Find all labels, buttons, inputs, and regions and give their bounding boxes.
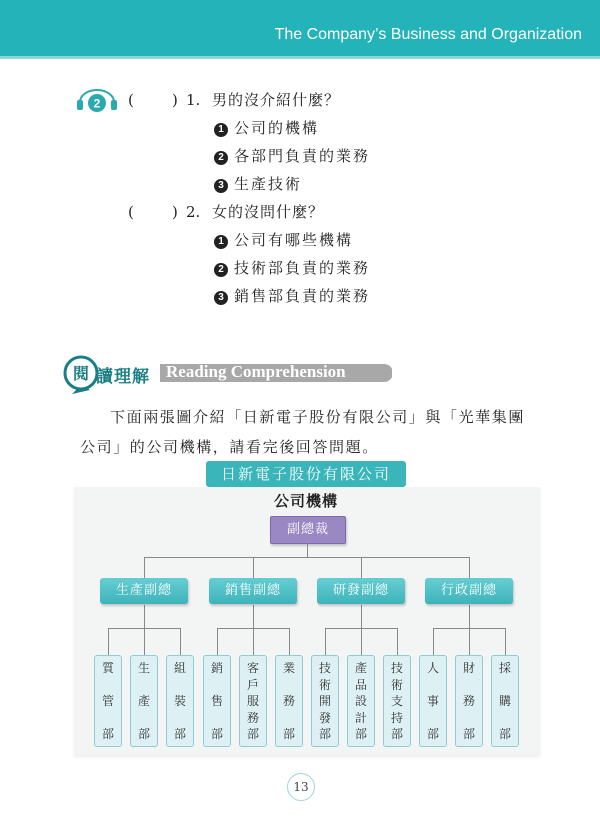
- department-box: 技 術 支 持 部: [383, 655, 411, 747]
- org-connector: [289, 628, 290, 655]
- org-connector: [361, 557, 362, 578]
- org-connector: [361, 628, 362, 655]
- department-box: 財 務 部: [455, 655, 483, 747]
- org-connector: [108, 628, 109, 655]
- org-connector: [469, 557, 470, 578]
- question-option: [76, 142, 556, 170]
- department-box: 生 產 部: [130, 655, 158, 747]
- org-top-box: 副總裁: [270, 516, 346, 544]
- option-text: 公司的機構: [234, 119, 320, 137]
- question-text: 男的沒介紹什麼？: [212, 91, 341, 109]
- org-connector: [144, 628, 145, 655]
- option-text: 銷售部負責的業務: [234, 287, 371, 305]
- org-connector: [469, 628, 470, 655]
- org-connector: [505, 628, 506, 655]
- vice-president-box: 銷售副總: [209, 578, 297, 604]
- question-option: [76, 282, 556, 310]
- org-connector: [433, 628, 434, 655]
- question-text: 女的沒問什麼？: [212, 203, 325, 221]
- org-connector: [253, 628, 254, 655]
- svg-text:閱: 閱: [72, 364, 90, 383]
- org-connector: [144, 557, 145, 578]
- question-1: [76, 86, 556, 114]
- org-connector: [361, 605, 362, 628]
- org-connector: [325, 628, 326, 655]
- reading-paragraph: 下面兩張圖介紹「日新電子股份有限公司」與「光華集團公司」的公司機構，請看完後回答問題。: [80, 408, 526, 456]
- org-connector: [253, 557, 254, 578]
- reading-label-cn: 讀理解: [96, 367, 150, 387]
- option-marker: 2: [214, 263, 228, 277]
- org-connector: [253, 605, 254, 628]
- answer-paren-close: ): [172, 203, 178, 221]
- org-connector: [217, 628, 218, 655]
- question-option: [76, 226, 556, 254]
- question-2: [76, 198, 556, 226]
- answer-paren-open: (: [128, 91, 134, 109]
- page-number: 13: [287, 773, 315, 801]
- option-text: 公司有哪些機構: [234, 231, 354, 249]
- department-box: 質 管 部: [94, 655, 122, 747]
- svg-text:2: 2: [93, 96, 101, 111]
- option-marker: 1: [214, 123, 228, 137]
- question-number: 2.: [186, 203, 201, 221]
- listening-questions: [76, 86, 556, 310]
- company-name: 日新電子股份有限公司: [206, 461, 406, 487]
- option-marker: 3: [214, 291, 228, 305]
- department-box: 組 裝 部: [166, 655, 194, 747]
- department-box: 客 戶 服 務 部: [239, 655, 267, 747]
- vice-president-box: 研發副總: [317, 578, 405, 604]
- department-box: 技 術 開 發 部: [311, 655, 339, 747]
- org-connector: [180, 628, 181, 655]
- vice-president-box: 生產副總: [100, 578, 188, 604]
- reading-label-en: Reading Comprehension: [166, 362, 346, 381]
- option-text: 技術部負責的業務: [234, 259, 371, 277]
- vice-president-box: 行政副總: [425, 578, 513, 604]
- org-connector: [397, 628, 398, 655]
- question-option: [76, 114, 556, 142]
- option-text: 各部門負責的業務: [234, 147, 371, 165]
- question-number: 1.: [186, 91, 201, 109]
- department-box: 銷 售 部: [203, 655, 231, 747]
- org-connector: [469, 605, 470, 628]
- option-marker: 2: [214, 151, 228, 165]
- header-divider: [0, 56, 600, 59]
- org-connector: [307, 543, 308, 558]
- department-box: 業 務 部: [275, 655, 303, 747]
- org-connector: [144, 557, 470, 558]
- org-chart-subtitle: 公司機構: [273, 492, 338, 510]
- question-option: [76, 170, 556, 198]
- option-marker: 1: [214, 235, 228, 249]
- org-connector: [144, 605, 145, 628]
- answer-paren-open: (: [128, 203, 134, 221]
- reading-instructions: [80, 402, 530, 462]
- answer-paren-close: ): [172, 91, 178, 109]
- option-marker: 3: [214, 179, 228, 193]
- page-header-title: The Company’s Business and Organization: [274, 26, 582, 43]
- department-box: 人 事 部: [419, 655, 447, 747]
- department-box: 產 品 設 計 部: [347, 655, 375, 747]
- department-box: 採 購 部: [491, 655, 519, 747]
- option-text: 生產技術: [234, 175, 303, 193]
- question-option: [76, 254, 556, 282]
